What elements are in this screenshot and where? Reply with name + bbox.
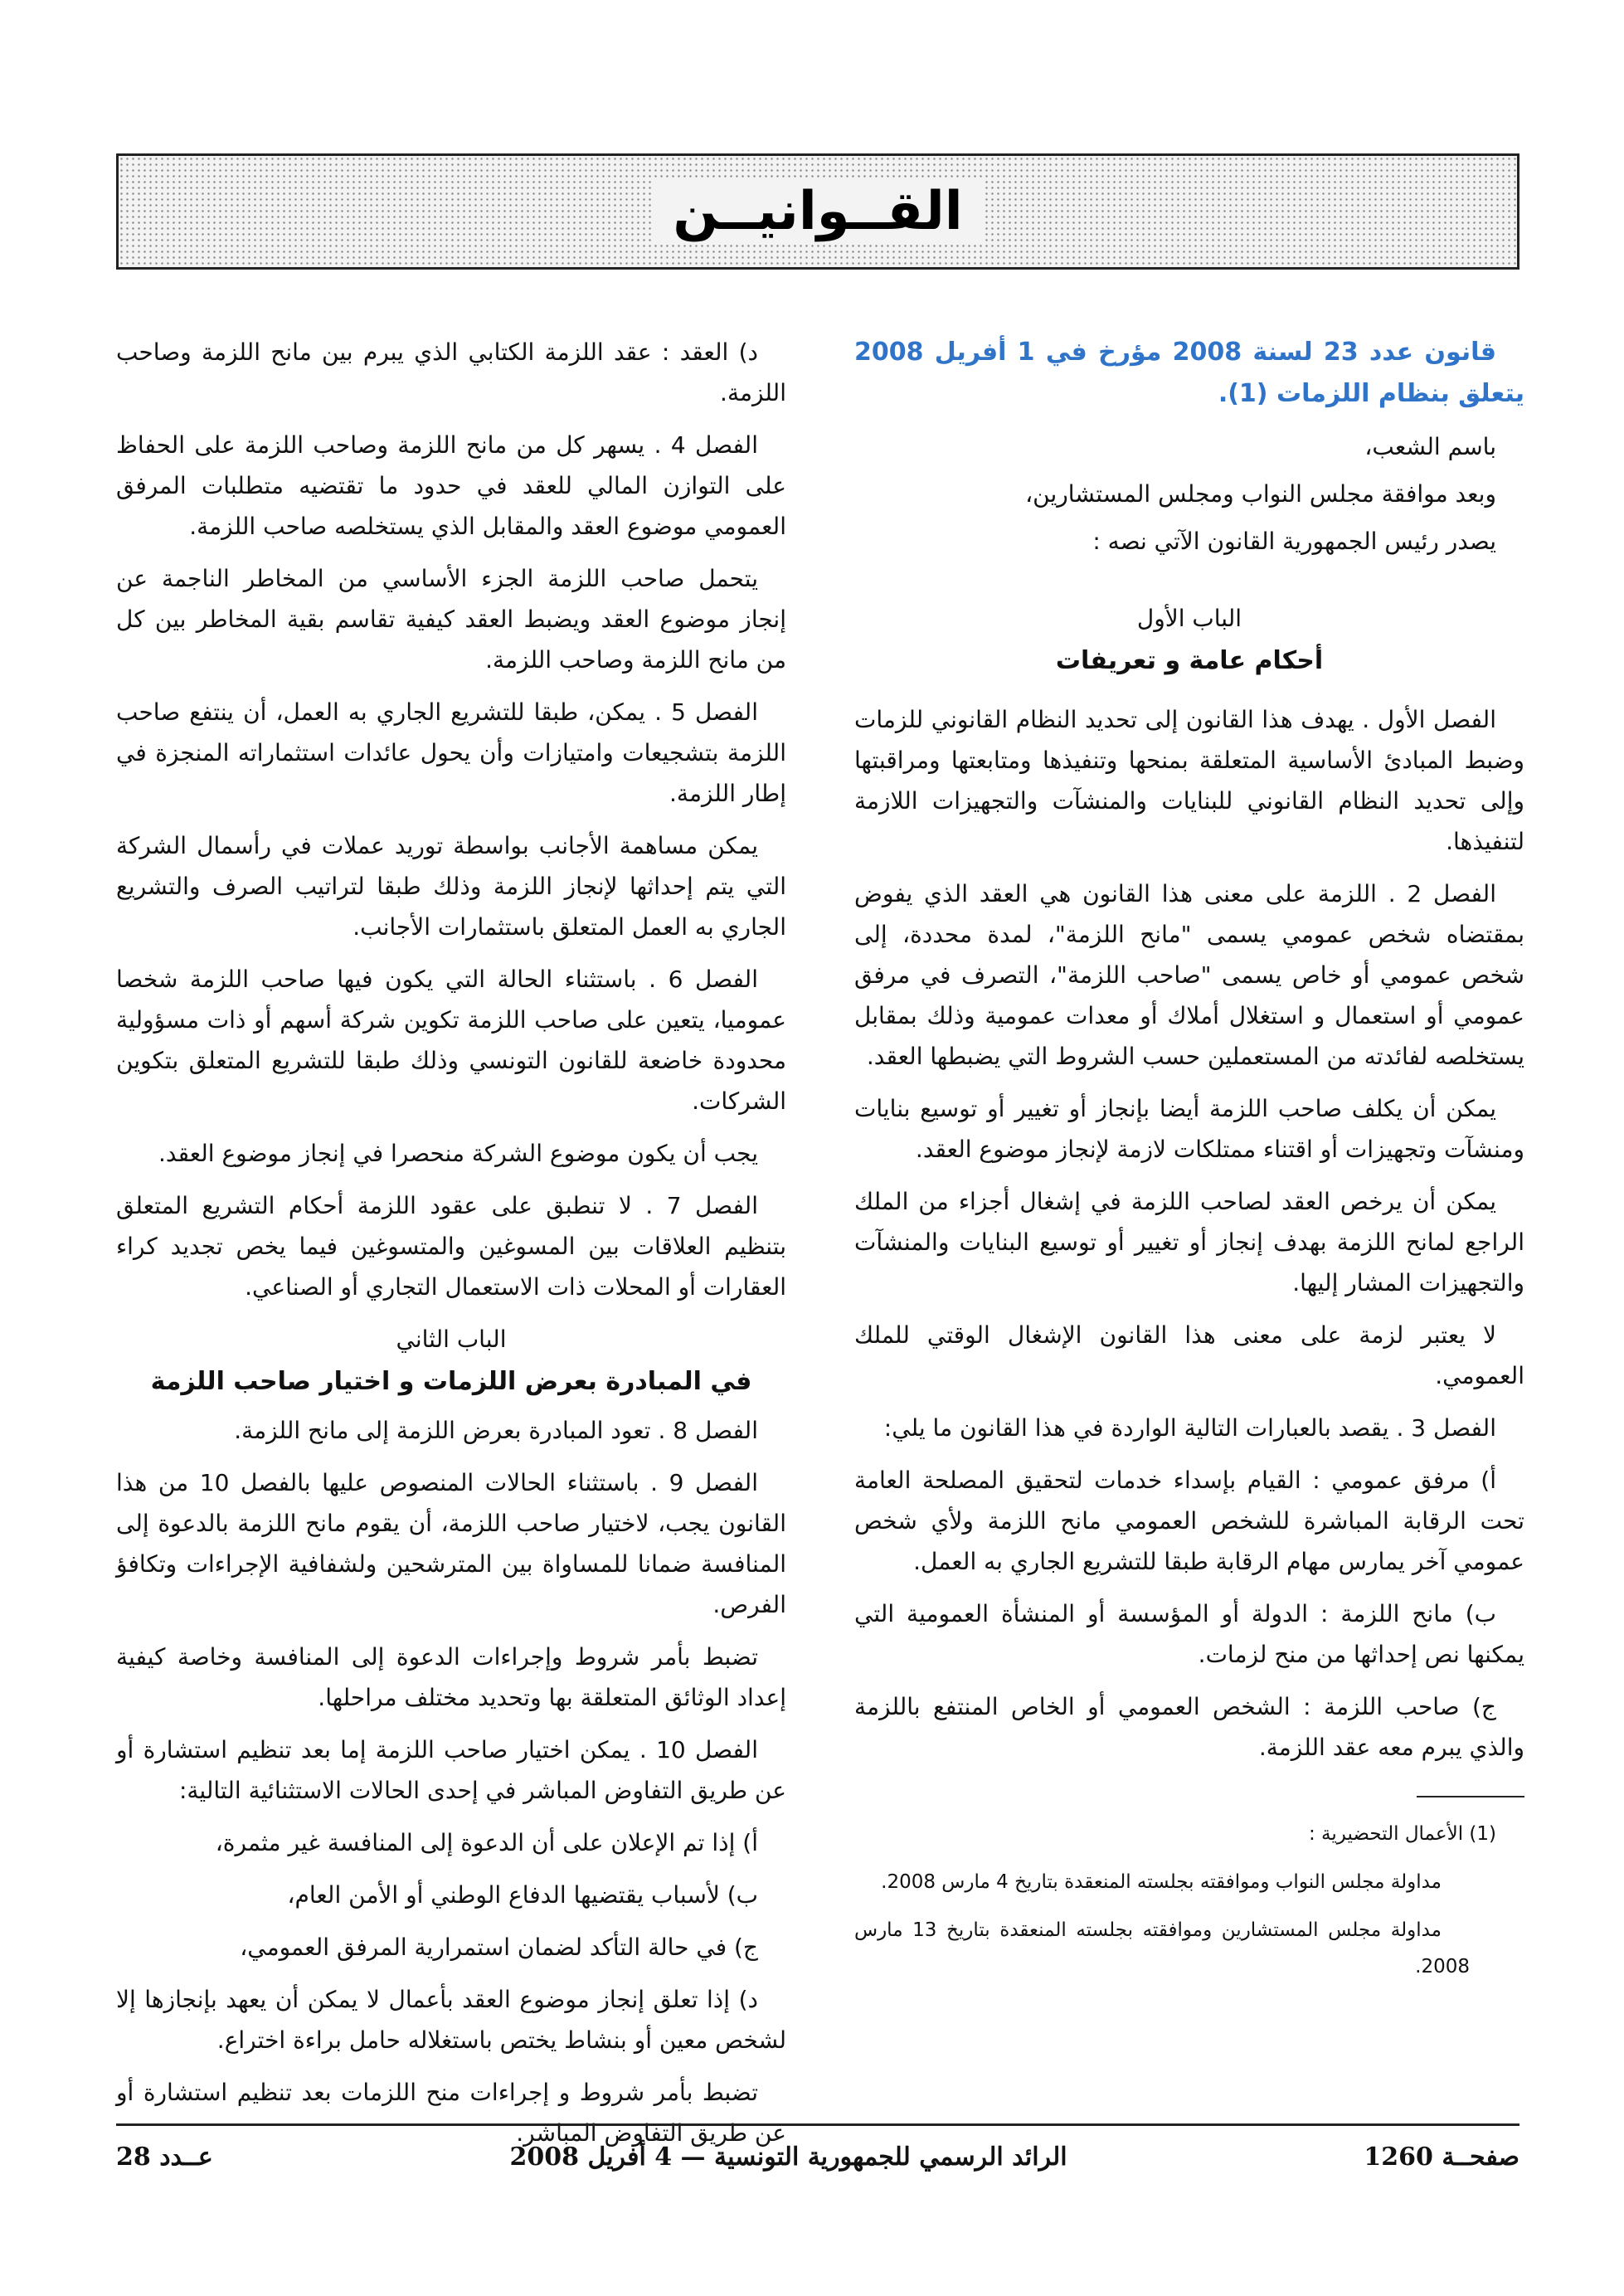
article-paragraph: تضبط بأمر شروط وإجراءات الدعوة إلى المنافسة وخاصة كيفية إعداد الوثائق المتعلقة بها وتحديد مختلف مراحلها. — [116, 1643, 786, 1711]
article-paragraph: الفصل 3 . يقصد بالعبارات التالية الواردة في هذا القانون ما يلي: — [883, 1414, 1496, 1442]
chapter-title: أحكام عامة و تعريفات — [1055, 646, 1324, 675]
left-column — [116, 332, 786, 2165]
chapter-label: الباب الثاني — [396, 1326, 507, 1353]
law-title: قانون عدد 23 لسنة 2008 مؤرخ في 1 أفريل 2008 يتعلق بنظام اللزمات (1). — [854, 338, 1524, 408]
article-paragraph: يجب أن يكون موضوع الشركة منحصرا في إنجاز موضوع العقد. — [158, 1140, 758, 1167]
page-footer — [116, 2132, 1519, 2182]
footer-divider — [116, 2123, 1519, 2126]
article-paragraph: د) العقد : عقد اللزمة الكتابي الذي يبرم بين مانح اللزمة وصاحب اللزمة. — [116, 338, 786, 406]
preamble-line: وبعد موافقة مجلس النواب ومجلس المستشارين، — [1025, 480, 1496, 508]
footnote-line: مداولة مجلس المستشارين وموافقته بجلسته المنعقدة بتاريخ 13 مارس 2008. — [854, 1919, 1470, 1977]
article-paragraph: الفصل 10 . يمكن اختيار صاحب اللزمة إما بعد تنظيم استشارة أو عن طريق التفاوض المباشر في إحدى الحالات الاستثنائية التالية: — [116, 1736, 786, 1804]
footnote-line: (1) الأعمال التحضيرية : — [1308, 1823, 1496, 1845]
article-paragraph: يمكن أن يكلف صاحب اللزمة أيضا بإنجاز أو تغيير أو توسيع بنايات ومنشآت وتجهيزات أو اقتناء ممتلكات لازمة لإنجاز موضوع العقد. — [854, 1095, 1524, 1163]
article-paragraph: الفصل 5 . يمكن، طبقا للتشريع الجاري به العمل، أن ينتفع صاحب اللزمة بتشجيعات وامتيازات وأن يحول عائدات استثماراته المنجزة في إطار اللزمة. — [116, 698, 786, 807]
preamble-line: باسم الشعب، — [1364, 433, 1496, 460]
journal-title: الرائد الرسمي للجمهورية التونسية — 4 أفريل 2008 — [509, 2142, 1067, 2172]
article-paragraph: ب) مانح اللزمة : الدولة أو المؤسسة أو المنشأة العمومية التي يمكنها نص إحداثها من منح لزمات. — [854, 1600, 1524, 1668]
section-header-box — [116, 153, 1519, 270]
article-paragraph: الفصل 6 . باستثناء الحالة التي يكون فيها صاحب اللزمة شخصا عموميا، يتعين على صاحب اللزمة تكوين شركة أسهم أو ذات مسؤولية محدودة خاضعة للقانون التونسي وذلك طبقا للتشريع المتعلق بتكوين الشركات. — [116, 966, 786, 1115]
chapter-title: في المبادرة بعرض اللزمات و اختيار صاحب اللزمة — [150, 1367, 752, 1396]
article-paragraph: يمكن مساهمة الأجانب بواسطة توريد عملات في رأسمال الشركة التي يتم إحداثها لإنجاز اللزمة وذلك طبقا لتراتيب الصرف والتشريع الجاري به العمل المتعلق باستثمارات الأجانب. — [116, 832, 786, 941]
issue-number: عــدد 28 — [116, 2142, 213, 2172]
article-paragraph: يمكن أن يرخص العقد لصاحب اللزمة في إشغال أجزاء من الملك الراجع لمانح اللزمة بهدف إنجاز أو تغيير أو توسيع البنايات والمنشآت والتجهيزات المشار إليها. — [854, 1188, 1524, 1296]
footnote-line: مداولة مجلس النواب وموافقته بجلسته المنعقدة بتاريخ 4 مارس 2008. — [881, 1871, 1442, 1893]
article-paragraph: الفصل الأول . يهدف هذا القانون إلى تحديد النظام القانوني للزمات وضبط المبادئ الأساسية المتعلقة بمنحها وتنفيذها ومتابعتها ومراقبتها وإلى تحديد النظام القانوني للبنايات والمنشآت والتجهيزات اللازمة لتنفيذها. — [854, 706, 1524, 855]
page-number: صفحــة 1260 — [1364, 2142, 1519, 2172]
preamble-line: يصدر رئيس الجمهورية القانون الآتي نصه : — [1092, 528, 1496, 555]
article-paragraph: تضبط بأمر شروط و إجراءات منح اللزمات بعد تنظيم استشارة أو عن طريق التفاوض المباشر. — [116, 2079, 786, 2147]
article-paragraph: أ) مرفق عمومي : القيام بإسداء خدمات لتحقيق المصلحة العامة تحت الرقابة المباشرة للشخص العمومي مانح اللزمة ولأي شخص عمومي آخر يمارس مهام الرقابة طبقا للتشريع الجاري به العمل. — [854, 1467, 1524, 1575]
article-paragraph: الفصل 8 . تعود المبادرة بعرض اللزمة إلى مانح اللزمة. — [234, 1417, 758, 1444]
section-title-laws: القــوانيــن — [651, 181, 984, 242]
article-paragraph: يتحمل صاحب اللزمة الجزء الأساسي من المخاطر الناجمة عن إنجاز موضوع العقد ويضبط العقد كيفية تقاسم بقية المخاطر بين كل من مانح اللزمة وصاحب اللزمة. — [116, 565, 786, 674]
article-paragraph: ج) صاحب اللزمة : الشخص العمومي أو الخاص المنتفع باللزمة والذي يبرم معه عقد اللزمة. — [854, 1693, 1524, 1761]
article-paragraph: الفصل 4 . يسهر كل من مانح اللزمة وصاحب اللزمة على الحفاظ على التوازن المالي للعقد في حدود ما تقتضيه متطلبات المرفق العمومي موضوع العقد والمقابل الذي يستخلصه صاحب اللزمة. — [116, 431, 786, 540]
article-paragraph: الفصل 9 . باستثناء الحالات المنصوص عليها بالفصل 10 من هذا القانون يجب، لاختيار صاحب اللزمة، أن يقوم مانح اللزمة بالدعوة إلى المنافسة ضمانا للمساواة بين المترشحين ولشفافية الإجراءات وتكافؤ الفرص. — [116, 1469, 786, 1618]
right-column — [854, 332, 1524, 1997]
article-paragraph: ب) لأسباب يقتضيها الدفاع الوطني أو الأمن العام، — [287, 1881, 758, 1909]
article-paragraph: د) إذا تعلق إنجاز موضوع العقد بأعمال لا يمكن أن يعهد بإنجازها إلا لشخص معين أو بنشاط يختص باستغلاله حامل براءة اختراع. — [116, 1986, 786, 2054]
article-paragraph: أ) إذا تم الإعلان على أن الدعوة إلى المنافسة غير مثمرة، — [215, 1829, 758, 1856]
footnote-divider — [1417, 1796, 1524, 1797]
article-paragraph: ج) في حالة التأكد لضمان استمرارية المرفق العمومي، — [240, 1934, 758, 1961]
article-paragraph: الفصل 7 . لا تنطبق على عقود اللزمة أحكام التشريع المتعلق بتنظيم العلاقات بين المسوغين والمتسوغين فيما يخص تجديد كراء العقارات أو المحلات ذات الاستعمال التجاري أو الصناعي. — [116, 1192, 786, 1301]
article-paragraph: الفصل 2 . اللزمة على معنى هذا القانون هي العقد الذي يفوض بمقتضاه شخص عمومي يسمى "مانح اللزمة"، لمدة محددة، إلى شخص عمومي أو خاص يسمى "صاحب اللزمة"، التصرف في مرفق عمومي أو استعمال و استغلال أملاك أو معدات عمومية وذلك بمقابل يستخلصه لفائدته من المستعملين حسب الشروط التي يضبطها العقد. — [854, 880, 1524, 1070]
chapter-label: الباب الأول — [1136, 605, 1242, 632]
article-paragraph: لا يعتبر لزمة على معنى هذا القانون الإشغال الوقتي للملك العمومي. — [854, 1321, 1524, 1389]
